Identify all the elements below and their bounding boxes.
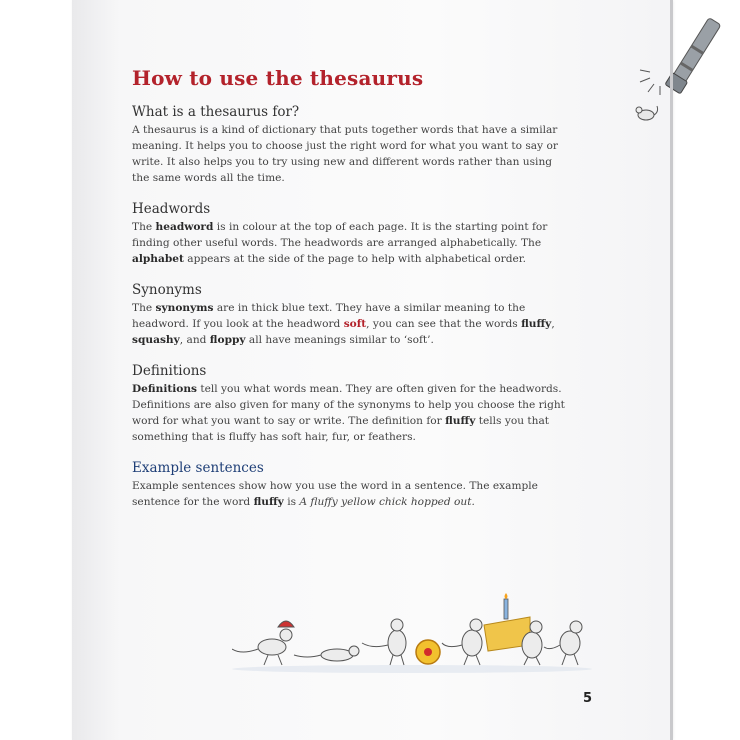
main-content bbox=[132, 66, 572, 525]
section-heading: Definitions bbox=[132, 363, 207, 379]
section-text: The synonyms are in thick blue text. They have a similar meaning to the headword. If you look at the headword soft, you can see that the words fluffy, squashy, and floppy all have meanings similar to ‘soft’. bbox=[132, 302, 555, 346]
page-title: How to use the thesaurus bbox=[132, 66, 424, 90]
section-headwords bbox=[132, 201, 572, 267]
section-definitions bbox=[132, 363, 572, 445]
section-example-sentences bbox=[132, 460, 572, 510]
mice-parade-illustration bbox=[232, 585, 602, 675]
section-heading: Headwords bbox=[132, 201, 211, 217]
section-text: The headword is in colour at the top of each page. It is the starting point for finding other useful words. The headwords are arranged alphabetically. The alphabet appears at the side of the page to help with alphabetical order. bbox=[132, 221, 548, 265]
section-text: A thesaurus is a kind of dictionary that puts together words that have a similar meaning. It helps you to choose just the right word for what you want to say or write. It also helps you to try using new and different words rather than using the same words all the time. bbox=[132, 124, 558, 184]
section-heading: What is a thesaurus for? bbox=[132, 104, 300, 120]
section-heading: Example sentences bbox=[132, 460, 264, 476]
section-heading: Synonyms bbox=[132, 282, 202, 298]
telescope-icon bbox=[632, 0, 740, 100]
book-page bbox=[72, 0, 670, 740]
section-text: Example sentences show how you use the word in a sentence. The example sentence for the word fluffy is A fluffy yellow chick hopped out. bbox=[132, 480, 538, 508]
section-text: Definitions tell you what words mean. They are often given for the headwords. Definitions are also given for many of the synonyms to help you choose the right word for what you want to say or write. The definition for fluffy tells you that something that is fluffy has soft hair, fur, or feathers. bbox=[132, 383, 565, 443]
section-synonyms bbox=[132, 282, 572, 348]
section-what-is bbox=[132, 104, 572, 186]
small-mouse-icon bbox=[632, 102, 660, 124]
page-number: 5 bbox=[583, 691, 593, 706]
page-edge bbox=[670, 0, 673, 740]
